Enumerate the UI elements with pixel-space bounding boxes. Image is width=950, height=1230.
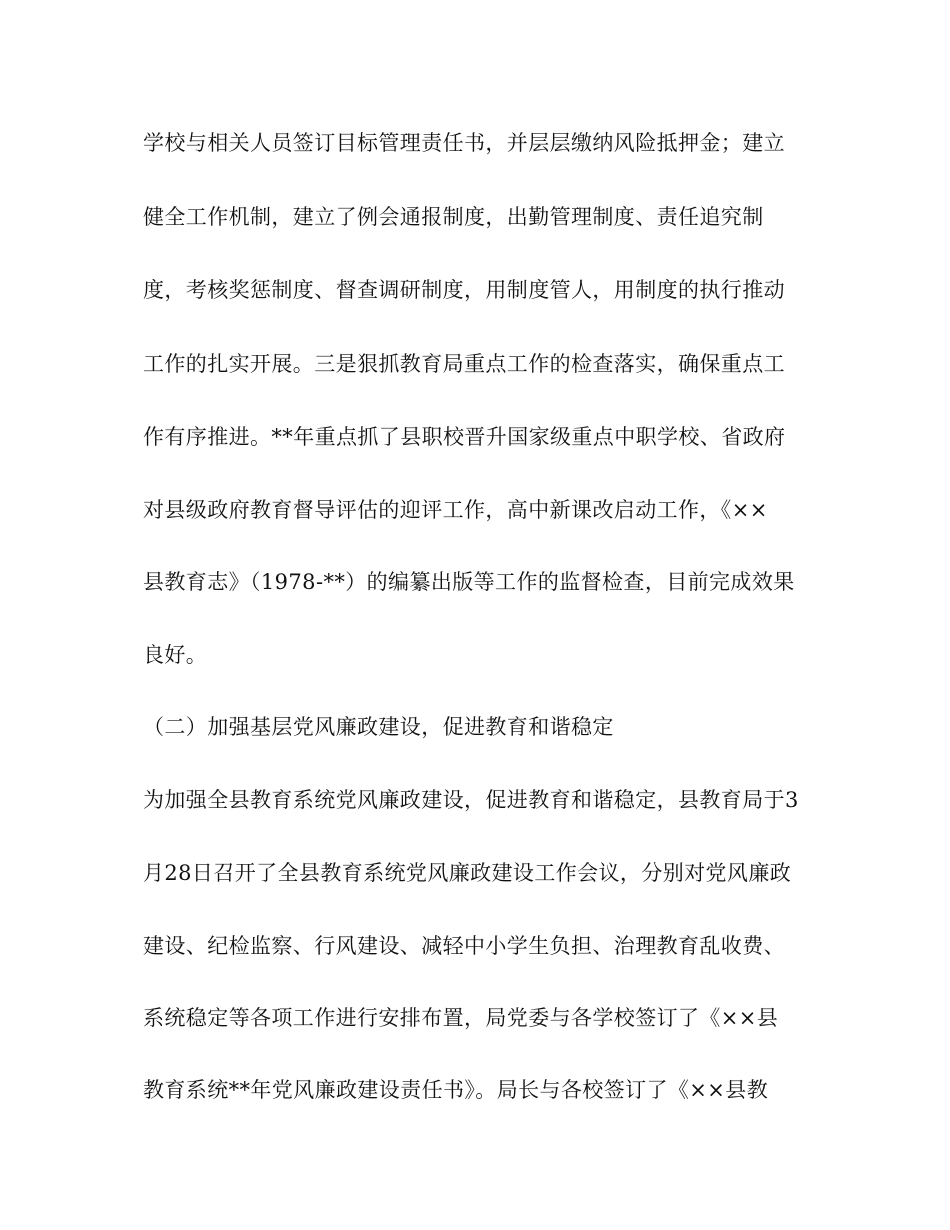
paragraph-line: 系统稳定等各项工作进行安排布置，局党委与各学校签订了《××县 <box>143 1006 779 1030</box>
paragraph-line: 月28日召开了全县教育系统党风廉政建设工作会议，分别对党风廉政 <box>143 861 792 885</box>
section-heading: （二）加强基层党风廉政建设，促进教育和谐稳定 <box>143 715 614 739</box>
paragraph-line: 工作的扎实开展。三是狠抓教育局重点工作的检查落实，确保重点工 <box>143 352 785 376</box>
paragraph-line: 健全工作机制，建立了例会通报制度，出勤管理制度、责任追究制 <box>143 205 764 229</box>
paragraph-line: 作有序推进。**年重点抓了县职校晋升国家级重点中职学校、省政府 <box>143 425 786 449</box>
paragraph-line: 学校与相关人员签订目标管理责任书，并层层缴纳风险抵押金；建立 <box>143 131 785 155</box>
paragraph-line: 为加强全县教育系统党风廉政建设，促进教育和谐稳定，县教育局于3 <box>143 788 799 812</box>
paragraph-line: 度，考核奖惩制度、督查调研制度，用制度管人，用制度的执行推动 <box>143 278 785 302</box>
paragraph-line: 建设、纪检监察、行风建设、减轻中小学生负担、治理教育乱收费、 <box>143 934 785 958</box>
paragraph-line: 良好。 <box>143 643 208 667</box>
paragraph-line: 教育系统**年党风廉政建设责任书》。局长与各校签订了《××县教 <box>143 1078 769 1102</box>
paragraph-line: 对县级政府教育督导评估的迎评工作，高中新课改启动工作，《×× <box>143 498 768 522</box>
paragraph-line: 县教育志》（1978-**）的编纂出版等工作的监督检查，目前完成效果 <box>143 570 795 594</box>
